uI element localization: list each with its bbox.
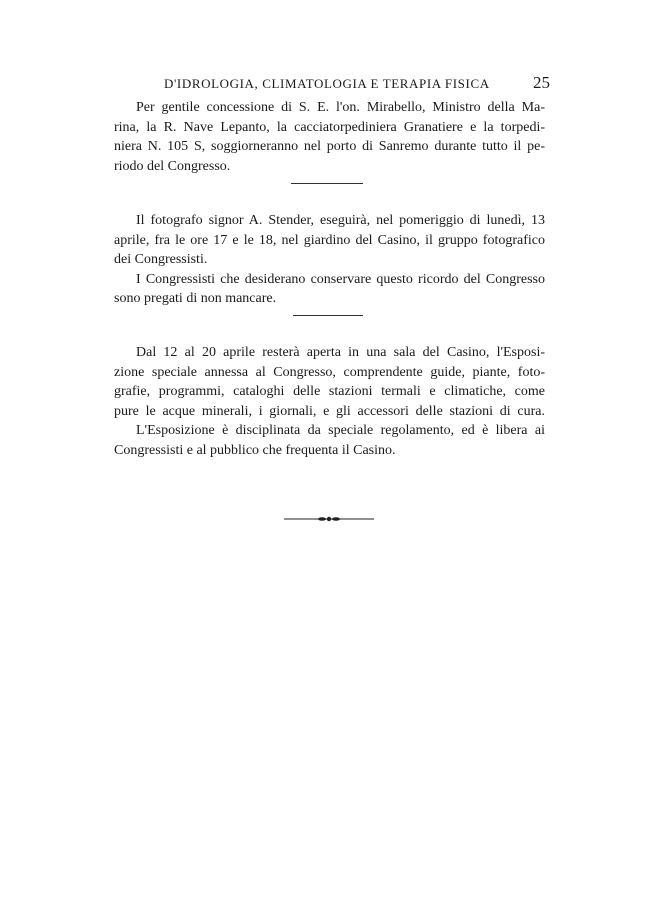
text-line: Per gentile concessione di S. E. l'on. Mirabello, Ministro della Ma- bbox=[136, 100, 545, 115]
text-line: I Congressisti che desiderano conservare questo ricordo del Congresso bbox=[136, 271, 545, 287]
text-line: riodo del Congresso. bbox=[114, 158, 231, 174]
text-line: Il fotografo signor A. Stender, eseguirà, nel pomeriggio di lunedì, 13 bbox=[136, 213, 545, 228]
text-line: Congressisti e al pubblico che frequenta il Casino. bbox=[114, 442, 396, 458]
paragraph-exhibition bbox=[114, 343, 545, 460]
section-divider bbox=[293, 315, 363, 316]
text-line: sono pregati di non mancare. bbox=[114, 291, 277, 306]
text-line: L'Esposizione è disciplinata da speciale regolamento, ed è libera ai bbox=[136, 423, 545, 438]
paragraph-photographer bbox=[114, 211, 545, 309]
text-line: rina, la R. Nave Lepanto, la cacciatorpediniera Granatiere e la torpedi- bbox=[114, 119, 545, 135]
text-line: zione speciale annessa al Congresso, comprendente guide, piante, foto- bbox=[114, 364, 545, 380]
text-line: aprile, fra le ore 17 e le 18, nel giardino del Casino, il gruppo fotografico bbox=[114, 232, 545, 248]
text-line: grafie, programmi, cataloghi delle stazioni termali e climatiche, come bbox=[114, 384, 545, 399]
text-line: dei Congressisti. bbox=[114, 252, 208, 267]
paragraph-navy-ships bbox=[114, 98, 545, 176]
text-line: niera N. 105 S, soggiorneranno nel porto di Sanremo durante tutto il pe- bbox=[114, 139, 545, 154]
page-number: 25 bbox=[533, 73, 550, 92]
text-line: Dal 12 al 20 aprile resterà aperta in una sala del Casino, l'Esposi- bbox=[136, 345, 545, 360]
text-line: pure le acque minerali, i giornali, e gli accessori delle stazioni di cura. bbox=[114, 403, 545, 419]
running-title: D'IDROLOGIA, CLIMATOLOGIA E TERAPIA FISICA bbox=[164, 76, 490, 91]
end-ornament-icon bbox=[284, 513, 374, 525]
section-divider bbox=[291, 183, 363, 184]
